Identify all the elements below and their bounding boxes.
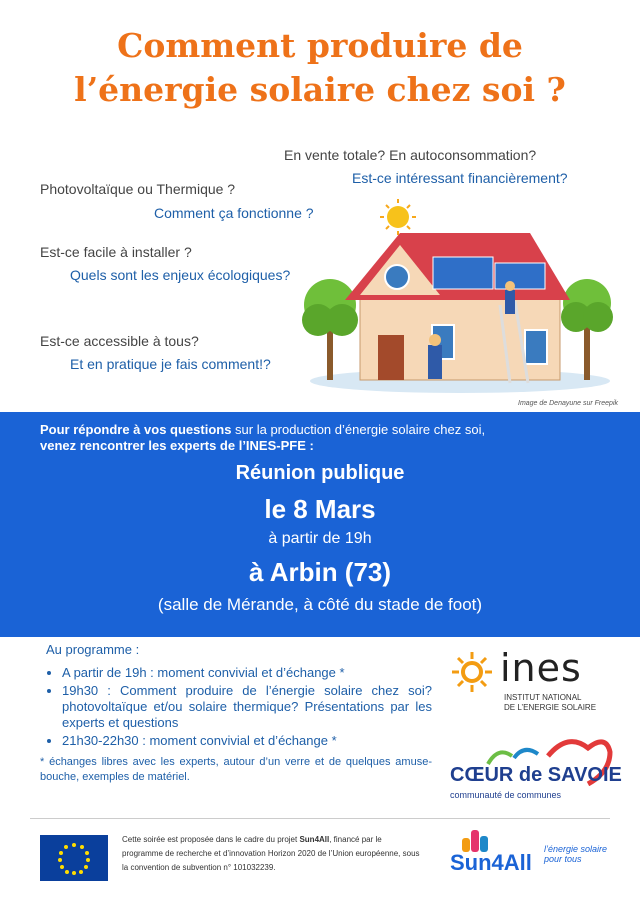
- coeur-subtitle: communauté de communes: [450, 790, 562, 800]
- ines-sun-icon: [450, 650, 494, 694]
- intro-rest: sur la production d’énergie solaire chez soi,: [231, 422, 486, 437]
- program-note: * échanges libres avec les experts, autour d’un verre et de quelques amuse-bouche, exemples de matériel.: [40, 756, 432, 783]
- program-item: • 19h30 : Comment produire de l’énergie solaire chez soi? photovoltaïque et/ou solaire thermique? Présentations par les experts et questions: [62, 683, 432, 731]
- question-installation: Est-ce facile à installer ?: [40, 244, 192, 260]
- title-line-2: l’énergie solaire chez soi ?: [74, 70, 566, 109]
- intro-bold: Pour répondre à vos questions: [40, 422, 232, 437]
- ines-subtitle-2: DE L’ENERGIE SOLAIRE: [504, 703, 597, 712]
- question-pratique: Et en pratique je fais comment!?: [70, 356, 271, 372]
- footer-project: Sun4All: [299, 835, 330, 844]
- footer-text: [122, 833, 422, 875]
- sun4all-logo: [446, 828, 616, 890]
- house-illustration: [300, 195, 620, 405]
- ines-subtitle-1: INSTITUT NATIONAL: [504, 693, 582, 702]
- program-item: • 21h30-22h30 : moment convivial et d’échange *: [62, 733, 432, 749]
- footer-text-1: Cette soirée est proposée dans le cadre du projet: [122, 835, 300, 844]
- sun4all-tagline: l’énergie solaire pour tous: [544, 844, 608, 864]
- eu-flag-icon: [40, 835, 108, 881]
- page-title: [0, 24, 640, 112]
- footer-text-2: , financé par le programme de recherche et d’innovation Horizon 2020 de l’Union européenne, sous la convention de subvention n° 101032239.: [122, 835, 420, 872]
- question-financier: Est-ce intéressant financièrement?: [352, 170, 568, 186]
- image-credit: Image de Denayune sur Freepik: [518, 400, 618, 407]
- program-section: [40, 642, 432, 785]
- tree-left-icon: [302, 279, 358, 380]
- program-item: • A partir de 19h : moment convivial et d’échange *: [62, 665, 432, 681]
- ines-wordmark: ines: [500, 646, 582, 690]
- tree-right-icon: [561, 279, 613, 380]
- event-intro: [40, 422, 605, 454]
- program-list: [40, 665, 432, 749]
- event-banner: [0, 412, 640, 637]
- coeur-de-savoie-logo: [450, 736, 622, 806]
- intro-line-2: venez rencontrer les experts de l’INES-PFE :: [40, 438, 314, 453]
- footer-divider: [30, 818, 610, 819]
- program-heading: Au programme :: [46, 642, 140, 657]
- question-type: Photovoltaïque ou Thermique ?: [40, 181, 236, 197]
- event-place: à Arbin (73): [248, 557, 392, 587]
- event-date: le 8 Mars: [264, 494, 376, 524]
- ines-logo: [448, 646, 612, 714]
- question-accessible: Est-ce accessible à tous?: [40, 333, 199, 349]
- question-fonctionnement: Comment ça fonctionne ?: [154, 205, 314, 221]
- event-time: à partir de 19h: [268, 530, 372, 547]
- sun-icon: [380, 199, 416, 235]
- event-venue: (salle de Mérande, à côté du stade de foot): [157, 595, 483, 614]
- event-title: Réunion publique: [235, 462, 405, 484]
- question-ecologie: Quels sont les enjeux écologiques?: [70, 267, 291, 283]
- title-line-1: Comment produire de: [117, 26, 523, 65]
- question-vente: En vente totale? En autoconsommation?: [284, 147, 537, 163]
- sun4all-wordmark: Sun4All: [450, 850, 532, 875]
- coeur-wordmark: CŒUR de SAVOIE: [450, 764, 622, 786]
